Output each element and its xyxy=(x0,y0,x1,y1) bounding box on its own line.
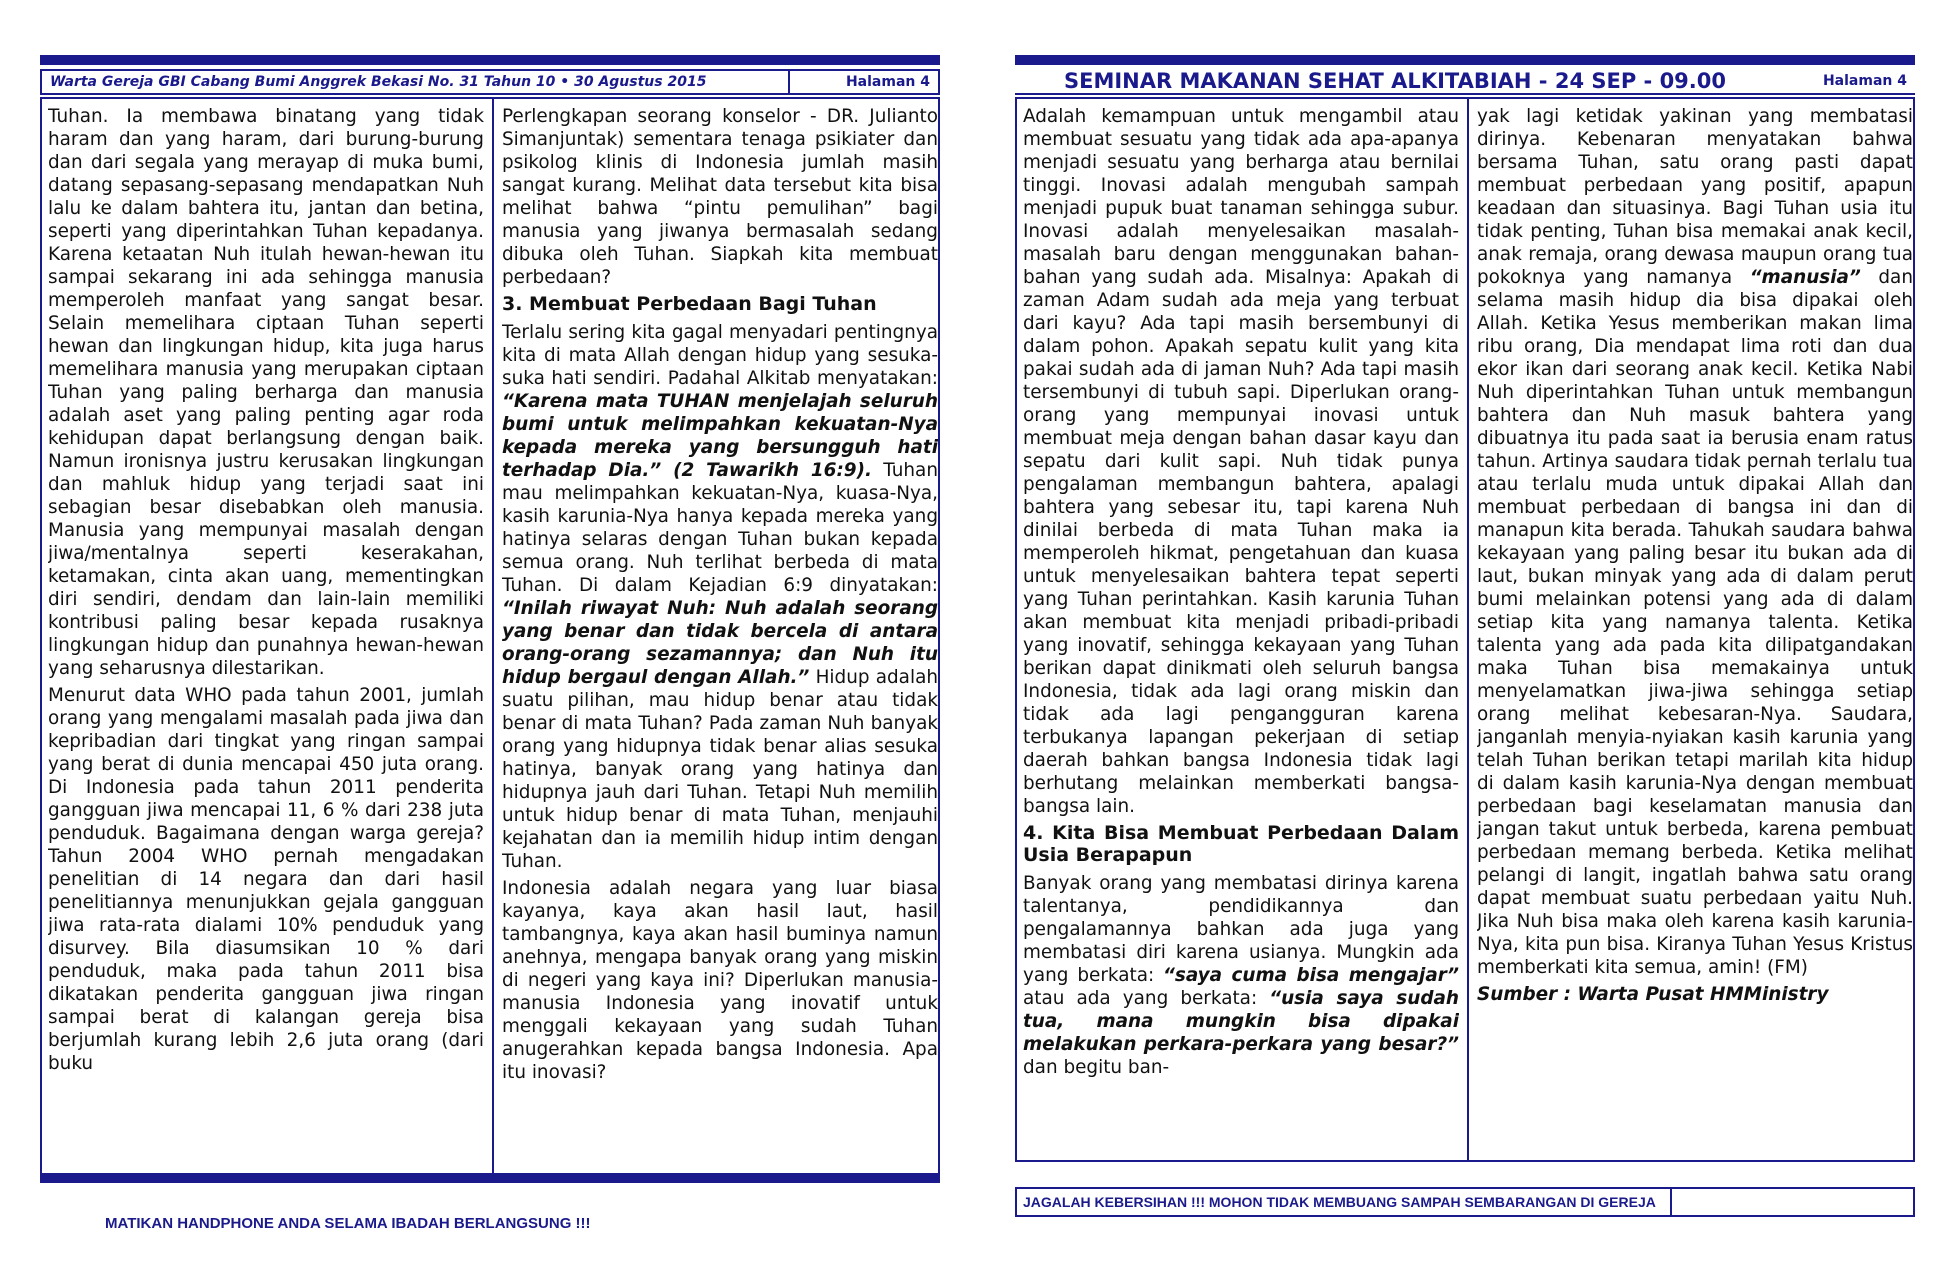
column-1 xyxy=(1023,105,1459,1150)
bible-quote: “Karena mata TUHAN menjelajah seluruh bumi untuk melimpahkan kekuatan-Nya kepada mereka yang bersungguh hati terhadap Dia.” (2 Tawarikh 16:9). xyxy=(502,391,938,481)
quote: “manusia” xyxy=(1749,267,1861,288)
top-rule xyxy=(40,55,940,65)
content-frame xyxy=(40,97,940,1177)
paragraph: Tuhan. Ia membawa binatang yang tidak haram dan yang haram, dari burung-burung dan dari segala yang merayap di muka bumi, datang sepasang-sepasang mendapatkan Nuh lalu ke dalam bahtera itu, jantan dan betina, seperti yang diperintahkan Tuhan kepadanya. Karena ketaatan Nuh itulah hewan-hewan itu sampai sekarang ini ada sehingga manusia memperoleh manfaat yang sangat besar. Selain memelihara ciptaan Tuhan seperti hewan dan lingkungan hidup, kita juga harus memelihara manusia yang merupakan ciptaan Tuhan yang paling berharga dan manusia adalah aset yang paling penting agar roda kehidupan dapat berlangsung dengan baik. Namun ironisnya justru kerusakan lingkungan dan mahluk hidup yang terjadi saat ini sebagian besar disebabkan oleh manusia. Manusia yang mempunyai masalah dengan jiwa/mentalnya seperti keserakahan, ketamakan, cinta akan uang, mementingkan diri sendiri, dendam dan lain-lain memiliki kontribusi paling besar kepada rusaknya lingkungan hidup dan punahnya hewan-hewan yang seharusnya dilestarikan. xyxy=(48,106,484,679)
column-divider xyxy=(1467,99,1469,1160)
text: Tuhan mau melimpahkan kekuatan-Nya, kuasa-Nya, kasih karunia-Nya hanya kepada mereka yang hatinya selaras dengan Tuhan bukan kepada semua orang. Nuh terlihat berbeda di mata Tuhan. Di dalam Kejadian 6:9 dinyatakan: xyxy=(502,460,938,596)
source-credit: Sumber : Warta Pusat HMMinistry xyxy=(1477,984,1829,1005)
text: atau ada yang berkata: xyxy=(1023,988,1258,1009)
footer-notice: JAGALAH KEBERSIHAN !!! MOHON TIDAK MEMBUANG SAMPAH SEMBARANGAN DI GEREJA xyxy=(1017,1189,1672,1215)
paragraph xyxy=(1477,105,1913,979)
column-2 xyxy=(1477,105,1913,1150)
text: Banyak orang yang membatasi dirinya karena talentanya, pendidikannya dan pengalamannya bahkan ada juga yang membatasi diri karena usianya. Mungkin ada yang berkata: xyxy=(1023,873,1459,986)
text: dan begitu ban- xyxy=(1023,1057,1170,1078)
paragraph: Indonesia adalah negara yang luar biasa kayanya, kaya akan hasil laut, hasil tambangnya, kaya akan hasil buminya namun anehnya, mengapa banyak orang yang miskin di negeri yang kaya ini? Diperlukan manusia-manusia Indonesia yang inovatif untuk menggali kekayaan yang sudah Tuhan anugerahkan kepada bangsa Indonesia. Apa itu inovasi? xyxy=(502,878,938,1083)
text: yak lagi ketidak yakinan yang membatasi dirinya. Kebenaran menyatakan bahwa bersama Tuhan, satu orang pasti dapat membuat perbedaan yang positif, apapun keadaan dan situasinya. Bagi Tuhan usia itu tidak penting, Tuhan bisa memakai anak kecil, anak remaja, orang dewasa maupun orang tua pokoknya yang namanya xyxy=(1477,106,1913,288)
section-heading: 4. Kita Bisa Membuat Perbedaan Dalam Usia Berapapun xyxy=(1023,822,1459,866)
paragraph: Perlengkapan seorang konselor - DR. Julianto Simanjuntak) sementara tenaga psikiater dan psikolog klinis di Indonesia jumlah masih sangat kurang. Melihat data tersebut kita bisa melihat bahwa “pintu pemulihan” bagi manusia yang jiwanya bermasalah sedang dibuka oleh Tuhan. Siapkah kita membuat perbedaan? xyxy=(502,106,938,288)
text: dan selama masih hidup dia bisa dipakai oleh Allah. Ketika Yesus memberikan makan lima ribu orang, Dia mendapat lima roti dan dua ekor ikan dari seorang anak kecil. Ketika Nabi Nuh diperintahkan Tuhan untuk membangun bahtera dan Nuh masuk bahtera yang dibuatnya itu pada saat ia berusia enam ratus tahun. Artinya saudara tidak pernah terlalu tua atau terlalu muda untuk dipakai Allah dan membuat perbedaan di bangsa ini dan di manapun kita berada. Tahukah saudara bahwa kekayaan yang paling besar itu bukan ada di laut, bukan minyak yang ada di dalam perut bumi melainkan potensi yang ada di dalam setiap kita yang namanya talenta. Ketika talenta yang ada pada kita dilipatgandakan maka Tuhan bisa memakainya untuk menyelamatkan jiwa-jiwa sehingga setiap orang melihat kebesaran-Nya. Saudara, janganlah menyia-nyiakan kasih karunia yang telah Tuhan berikan tetapi marilah kita hidup di dalam kasih karunia-Nya dengan membuat perbedaan bagi keselamatan manusia dan jangan takut untuk berbeda, karena pembuat perbedaan memang berbeda. Ketika melihat pelangi di langit, ingatlah bahwa satu orang dapat membuat suatu perbedaan yaitu Nuh. Jika Nuh bisa maka oleh karena kasih karunia-Nya, kita pun bisa. Kiranya Tuhan Yesus Kristus memberkati kita semua, amin! (FM) xyxy=(1477,267,1913,978)
page-header xyxy=(40,69,940,95)
quote: “usia saya sudah tua, mana mungkin bisa dipakai melakukan perkara-perkara yang besar?” xyxy=(1023,988,1459,1055)
paragraph xyxy=(502,321,938,873)
left-page xyxy=(40,55,940,1235)
page-number: Halaman 4 xyxy=(1822,73,1907,89)
page-header xyxy=(1015,69,1915,95)
page-number: Halaman 4 xyxy=(788,71,938,93)
footer-notice: MATIKAN HANDPHONE ANDA SELAMA IBADAH BERLANGSUNG !!! xyxy=(105,1215,591,1232)
bible-quote: “Inilah riwayat Nuh: Nuh adalah seorang yang benar dan tidak bercela di antara orang-orang sezamannya; dan Nuh itu hidup bergaul dengan Allah.” xyxy=(502,598,938,688)
text: Hidup adalah suatu pilihan, mau hidup benar atau tidak benar di mata Tuhan? Pada zaman Nuh banyak orang yang hidupnya tidak benar alias sesuka hatinya, banyak orang yang hatinya dan hidupnya jauh dari Tuhan. Tetapi Nuh memilih untuk hidup benar di mata Tuhan, menjauhi kejahatan dan ia memilih hidup intim dengan Tuhan. xyxy=(502,667,938,872)
newsletter-title: Warta Gereja GBI Cabang Bumi Anggrek Bekasi No. 31 Tahun 10 • 30 Agustus 2015 xyxy=(50,74,707,90)
seminar-banner: SEMINAR MAKANAN SEHAT ALKITABIAH - 24 SEP - 09.00 xyxy=(1064,69,1726,93)
top-rule xyxy=(1015,55,1915,65)
footer-box xyxy=(1015,1187,1915,1217)
paragraph xyxy=(1023,872,1459,1079)
text: Terlalu sering kita gagal menyadari pentingnya kita di mata Allah dengan hidup yang sesuka-suka hati sendiri. Padahal Alkitab menyatakan: xyxy=(502,322,938,389)
paragraph: Menurut data WHO pada tahun 2001, jumlah orang yang mengalami masalah pada jiwa dan kepribadian dari tingkat yang ringan sampai yang berat di dunia mencapai 450 juta orang. Di Indonesia pada tahun 2011 penderita gangguan jiwa mencapai 11, 6 % dari 238 juta penduduk. Bagaimana dengan warga gereja? Tahun 2004 WHO pernah mengadakan penelitian di 14 negara dan dari hasil penelitiannya menunjukkan gejala gangguan jiwa rata-rata dialami 10% penduduk yang disurvey. Bila diasumsikan 10 % dari penduduk, maka pada tahun 2011 bisa dikatakan penderita gangguan jiwa ringan sampai berat di kalangan gereja bisa berjumlah kurang lebih 2,6 juta orang (dari buku xyxy=(48,685,484,1074)
column-divider xyxy=(492,99,494,1175)
section-heading: 3. Membuat Perbedaan Bagi Tuhan xyxy=(502,293,877,315)
content-frame xyxy=(1015,97,1915,1162)
paragraph: Adalah kemampuan untuk mengambil atau membuat sesuatu yang tidak ada apa-apanya menjadi sesuatu yang berharga atau bernilai tinggi. Inovasi adalah mengubah sampah menjadi pupuk buat tanaman sehingga subur. Inovasi adalah menyelesaikan masalah-masalah baru dengan menggunakan bahan-bahan yang sudah ada. Misalnya: Apakah di zaman Adam sudah ada meja yang terbuat dari kayu? Ada tapi masih bersembunyi di dalam pohon. Apakah sepatu kulit yang kita pakai sudah ada di jaman Nuh? Ada tapi masih tersembunyi di tubuh sapi. Diperlukan orang-orang yang mempunyai inovasi untuk membuat meja dengan bahan dasar kayu dan sepatu dari kulit sapi. Nuh tidak punya pengalaman membangun bahtera, apalagi bahtera yang sebesar itu, tapi karena Nuh dinilai berbeda di mata Tuhan maka ia memperoleh hikmat, pengetahuan dan kuasa untuk menyelesaikan bahtera tepat seperti yang Tuhan perintahkan. Kasih karunia Tuhan akan membuat kita menjadi pribadi-pribadi yang inovatif, sehingga kekayaan yang Tuhan berikan dapat dinikmati oleh seluruh bangsa Indonesia, tidak ada lagi orang miskin dan tidak ada lagi pengangguran karena terbukanya lapangan pekerjaan di setiap daerah bahkan bangsa Indonesia tidak lagi berhutang melainkan memberkati bangsa-bangsa lain. xyxy=(1023,106,1459,817)
bottom-rule xyxy=(40,1173,940,1183)
column-2 xyxy=(502,105,938,1165)
column-1 xyxy=(48,105,484,1165)
right-page xyxy=(1015,55,1915,1235)
quote: “saya cuma bisa mengajar” xyxy=(1163,965,1459,986)
